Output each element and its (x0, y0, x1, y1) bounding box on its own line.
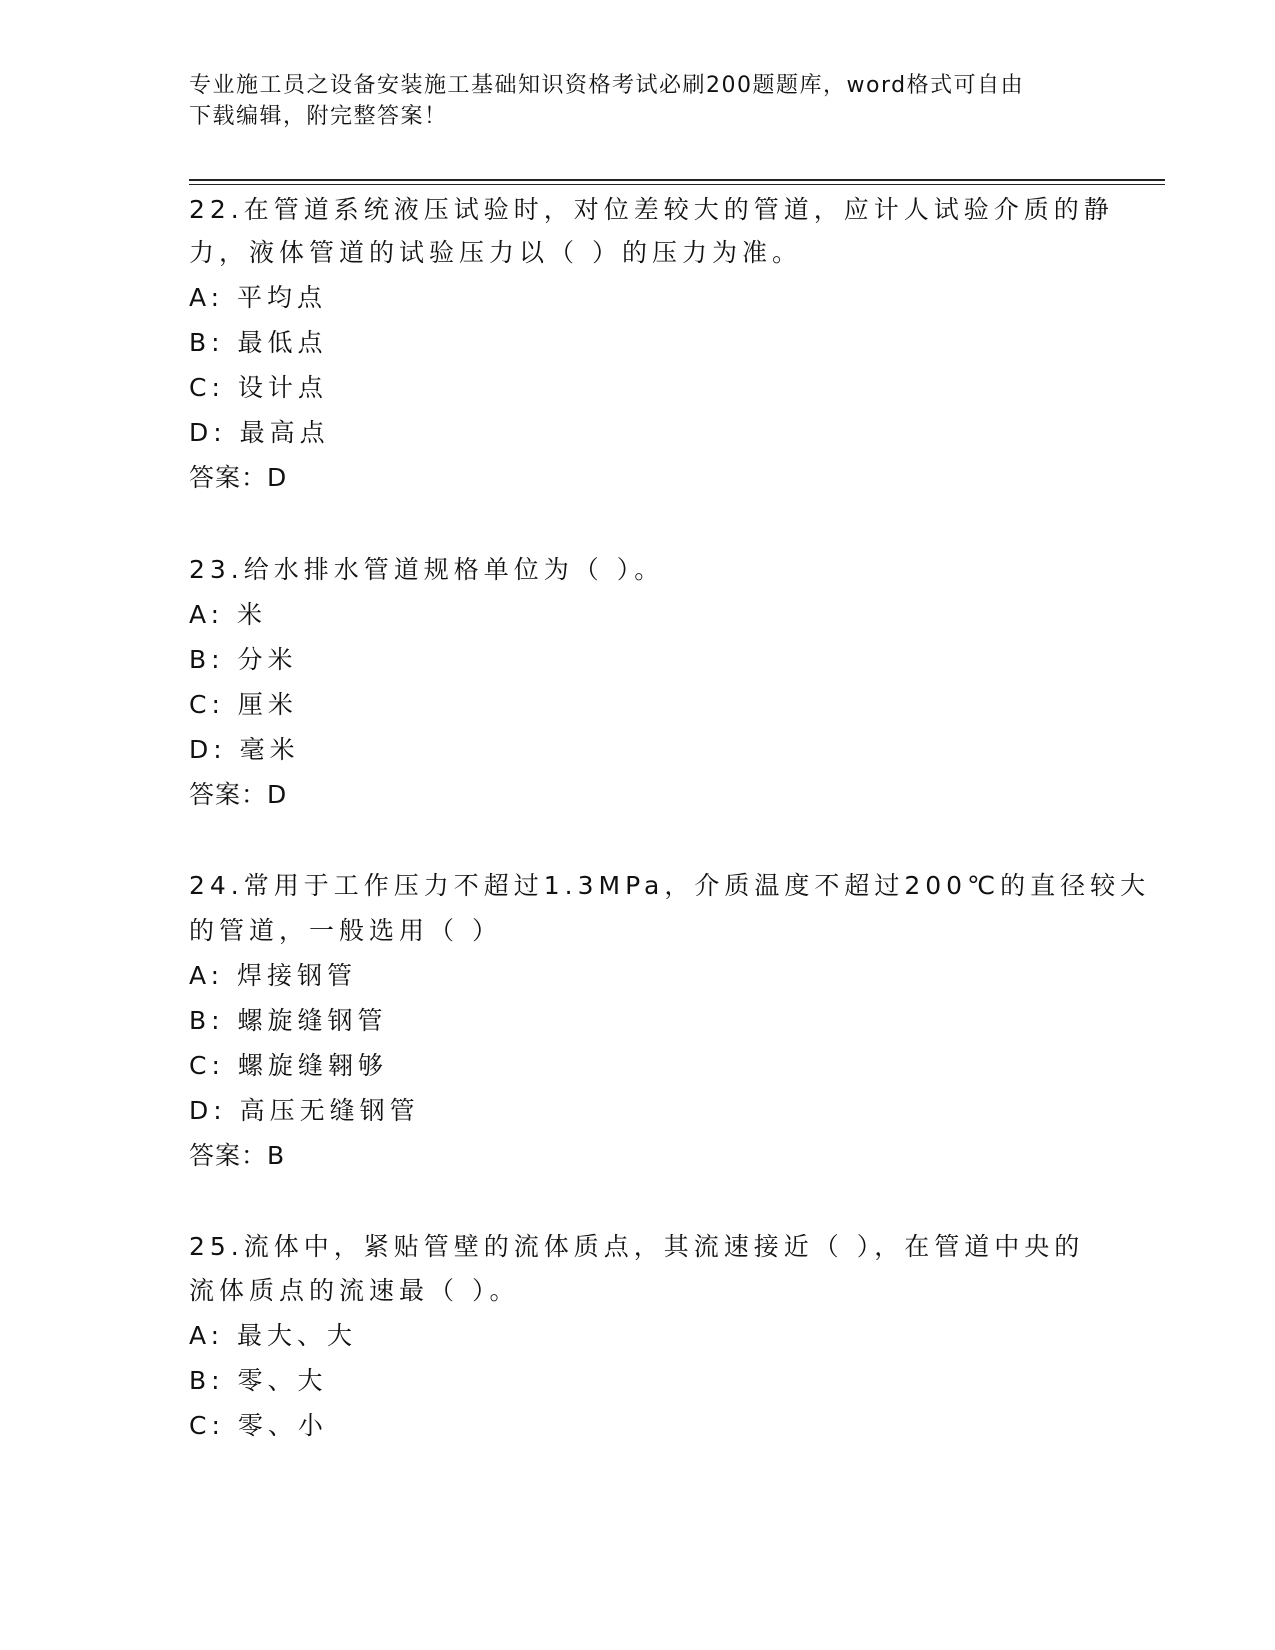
question-22-stem-line-1: 22.在管道系统液压试验时，对位差较大的管道，应计人试验介质的静 (189, 195, 1114, 224)
question-22-option-a: A: 平均点 (189, 283, 328, 312)
question-24-answer: 答案：B (189, 1141, 286, 1170)
document-header (189, 70, 1089, 132)
question-24-option-b: B: 螺旋缝钢管 (189, 1006, 388, 1035)
question-23-option-c: C: 厘米 (189, 690, 298, 719)
question-24-option-c: C: 螺旋缝翱够 (189, 1051, 388, 1080)
header-line-2: 下载编辑，附完整答案！ (189, 104, 448, 129)
question-25-option-c: C: 零、小 (189, 1411, 328, 1440)
question-22-option-c: C: 设计点 (189, 373, 328, 402)
question-24-option-d: D: 高压无缝钢管 (189, 1096, 420, 1125)
header-divider-thick (189, 179, 1165, 181)
question-24-stem-line-1: 24.常用于工作压力不超过1.3MPa，介质温度不超过200℃的直径较大 (189, 871, 1151, 900)
header-line-1: 专业施工员之设备安装施工基础知识资格考试必刷200题题库，word格式可自由 (189, 73, 1025, 98)
question-23-option-a: A: 米 (189, 600, 268, 629)
question-23-option-d: D: 毫米 (189, 735, 300, 764)
question-22-stem-line-2: 力，液体管道的试验压力以（ ）的压力为准。 (189, 238, 802, 267)
question-23-option-b: B: 分米 (189, 645, 298, 674)
question-22-answer: 答案：D (189, 463, 288, 492)
question-25-stem-line-1: 25.流体中，紧贴管壁的流体质点，其流速接近（ ），在管道中央的 (189, 1232, 1085, 1261)
question-23-answer: 答案：D (189, 780, 288, 809)
question-25-stem-line-2: 流体质点的流速最（ ）。 (189, 1276, 520, 1305)
question-25-option-b: B: 零、大 (189, 1366, 328, 1395)
question-24-option-a: A: 焊接钢管 (189, 961, 358, 990)
question-25-option-a: A: 最大、大 (189, 1321, 358, 1350)
question-22-option-b: B: 最低点 (189, 328, 328, 357)
question-22-option-d: D: 最高点 (189, 418, 330, 447)
question-24-stem-line-2: 的管道，一般选用（ ） (189, 916, 502, 945)
header-divider-thin (189, 184, 1165, 185)
question-23-stem-line-1: 23.给水排水管道规格单位为（ ）。 (189, 555, 665, 584)
